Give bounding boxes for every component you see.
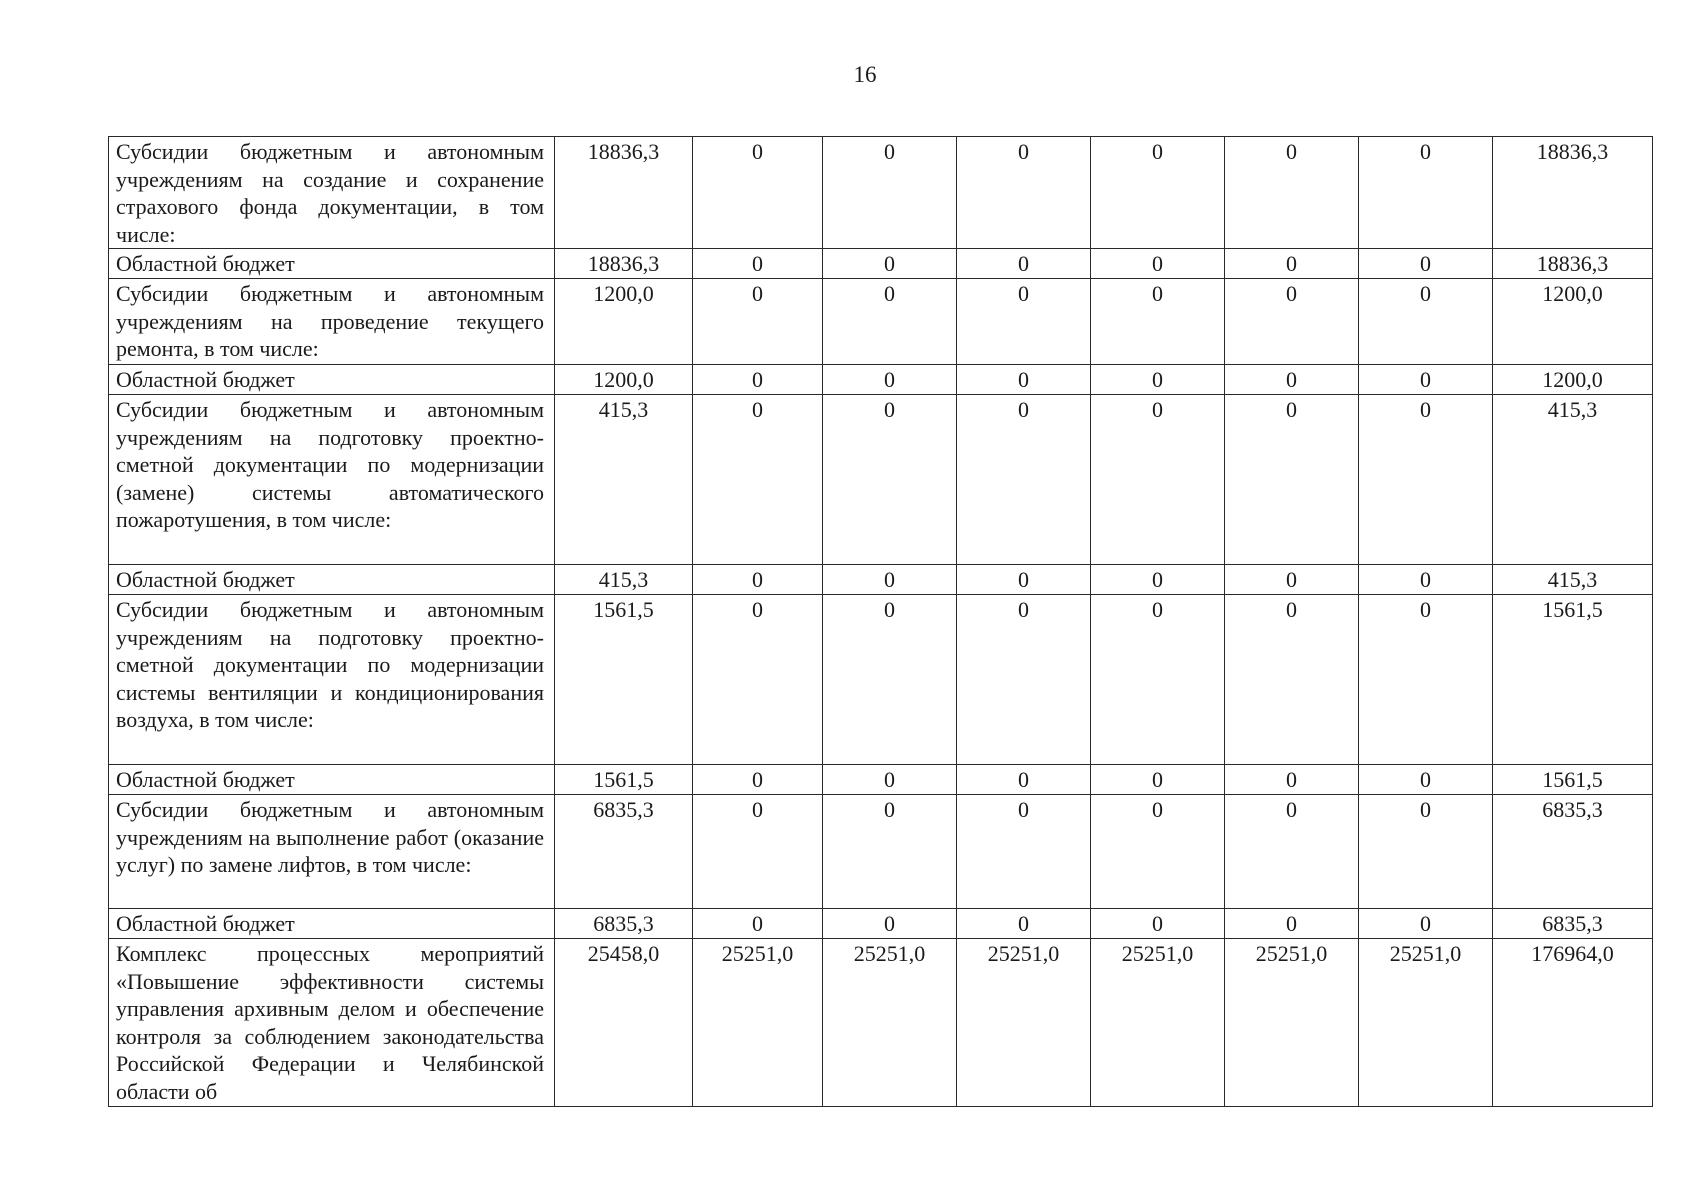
value: 0 [1286, 367, 1297, 392]
value: 0 [752, 597, 763, 622]
value: 25251,0 [721, 941, 794, 966]
table-row [109, 395, 1653, 565]
value-cell [693, 595, 823, 765]
value-cell [1359, 595, 1493, 765]
total-value: 6835,3 [1542, 911, 1603, 936]
value-cell [957, 565, 1091, 595]
row-label: Субсидии бюджетным и автономным учреждениям на подготовку проектно-сметной документации по модернизации (замене) системы автоматического пожаротушения, в том числе: [109, 395, 555, 565]
value: 1561,5 [593, 597, 654, 622]
row-label: Областной бюджет [109, 365, 555, 395]
total-value: 1200,0 [1542, 281, 1603, 306]
budget-table [108, 136, 1653, 1107]
value: 0 [884, 911, 895, 936]
value: 0 [884, 567, 895, 592]
value: 0 [1152, 281, 1163, 306]
value-cell [693, 249, 823, 279]
value: 0 [1286, 397, 1297, 422]
table-row [109, 795, 1653, 909]
value: 0 [884, 367, 895, 392]
row-label: Областной бюджет [109, 249, 555, 279]
value-cell [1225, 279, 1359, 365]
value-cell [957, 365, 1091, 395]
value-cell [693, 565, 823, 595]
value: 25251,0 [853, 941, 926, 966]
row-label: Комплекс процессных мероприятий «Повышение эффективности системы управления архивным делом и обеспечение контроля за соблюдением законодательства Российской Федерации и Челябинской области об [109, 939, 555, 1107]
value-cell [1091, 395, 1225, 565]
row-label: Субсидии бюджетным и автономным учреждениям на создание и сохранение страхового фонда документации, в том числе: [109, 137, 555, 249]
total-cell [1493, 765, 1653, 795]
value: 0 [1286, 139, 1297, 164]
value: 0 [1420, 567, 1431, 592]
total-value: 18836,3 [1536, 139, 1609, 164]
value-cell [957, 279, 1091, 365]
row-label: Субсидии бюджетным и автономным учреждениям на проведение текущего ремонта, в том числе: [109, 279, 555, 365]
value: 0 [1152, 567, 1163, 592]
value: 25458,0 [587, 941, 660, 966]
total-cell [1493, 249, 1653, 279]
total-cell [1493, 565, 1653, 595]
total-value: 1561,5 [1542, 597, 1603, 622]
value-cell [823, 249, 957, 279]
value: 0 [752, 767, 763, 792]
value-cell [1359, 279, 1493, 365]
value: 0 [1152, 911, 1163, 936]
value-cell [1091, 939, 1225, 1107]
value-cell [1359, 395, 1493, 565]
value: 0 [1018, 767, 1029, 792]
value: 0 [1286, 911, 1297, 936]
total-cell [1493, 595, 1653, 765]
value-cell [823, 365, 957, 395]
value: 0 [1420, 911, 1431, 936]
value-cell [693, 939, 823, 1107]
value: 0 [1420, 367, 1431, 392]
value: 0 [1018, 139, 1029, 164]
value-cell [693, 365, 823, 395]
row-label: Областной бюджет [109, 909, 555, 939]
value-cell [1225, 595, 1359, 765]
value-cell [1359, 365, 1493, 395]
value: 0 [884, 597, 895, 622]
table-row [109, 365, 1653, 395]
value-cell [823, 137, 957, 249]
value-cell [1091, 249, 1225, 279]
value-cell [1091, 909, 1225, 939]
total-cell [1493, 939, 1653, 1107]
value-cell [957, 939, 1091, 1107]
value-cell [555, 595, 693, 765]
value-cell [1091, 595, 1225, 765]
value: 0 [884, 797, 895, 822]
value: 0 [1420, 397, 1431, 422]
value: 0 [1286, 597, 1297, 622]
value-cell [693, 395, 823, 565]
value-cell [957, 137, 1091, 249]
value-cell [957, 795, 1091, 909]
value-cell [1091, 765, 1225, 795]
value: 0 [1152, 767, 1163, 792]
table-row [109, 565, 1653, 595]
value-cell [1225, 795, 1359, 909]
value: 0 [1018, 797, 1029, 822]
value-cell [555, 765, 693, 795]
value-cell [1225, 365, 1359, 395]
total-cell [1493, 365, 1653, 395]
table-row [109, 765, 1653, 795]
value-cell [1359, 795, 1493, 909]
value-cell [693, 279, 823, 365]
value-cell [957, 249, 1091, 279]
value: 0 [1018, 367, 1029, 392]
value-cell [1225, 395, 1359, 565]
value-cell [823, 595, 957, 765]
value: 0 [1420, 139, 1431, 164]
value: 0 [752, 797, 763, 822]
value-cell [1359, 565, 1493, 595]
table-body [109, 137, 1653, 1107]
value: 0 [1152, 597, 1163, 622]
value: 0 [1286, 251, 1297, 276]
table-row [109, 939, 1653, 1107]
value-cell [555, 395, 693, 565]
value: 1561,5 [593, 767, 654, 792]
value: 25251,0 [1255, 941, 1328, 966]
value: 0 [1286, 797, 1297, 822]
value-cell [1091, 565, 1225, 595]
value-cell [957, 765, 1091, 795]
value-cell [1091, 279, 1225, 365]
value: 0 [1420, 797, 1431, 822]
value-cell [823, 795, 957, 909]
table-row [109, 249, 1653, 279]
value: 25251,0 [987, 941, 1060, 966]
value-cell [555, 939, 693, 1107]
value-cell [555, 137, 693, 249]
value: 1200,0 [593, 367, 654, 392]
value: 0 [1286, 281, 1297, 306]
value-cell [957, 909, 1091, 939]
total-value: 18836,3 [1536, 251, 1609, 276]
value-cell [823, 909, 957, 939]
value-cell [555, 909, 693, 939]
value-cell [823, 395, 957, 565]
value-cell [1359, 939, 1493, 1107]
value: 0 [884, 767, 895, 792]
value: 0 [752, 281, 763, 306]
row-label: Субсидии бюджетным и автономным учреждениям на подготовку проектно-сметной документации по модернизации системы вентиляции и кондиционирования воздуха, в том числе: [109, 595, 555, 765]
row-label: Областной бюджет [109, 565, 555, 595]
value: 0 [752, 251, 763, 276]
value-cell [1225, 909, 1359, 939]
page-number: 16 [853, 62, 877, 87]
total-value: 1200,0 [1542, 367, 1603, 392]
value-cell [555, 795, 693, 909]
value: 0 [1152, 797, 1163, 822]
value-cell [555, 249, 693, 279]
value: 6835,3 [593, 911, 654, 936]
value-cell [1359, 765, 1493, 795]
value: 0 [884, 281, 895, 306]
value-cell [1225, 765, 1359, 795]
value-cell [693, 795, 823, 909]
total-value: 6835,3 [1542, 797, 1603, 822]
value: 18836,3 [587, 251, 660, 276]
row-label: Областной бюджет [109, 765, 555, 795]
value: 0 [752, 367, 763, 392]
value-cell [1359, 137, 1493, 249]
value: 0 [1018, 251, 1029, 276]
value-cell [693, 909, 823, 939]
value-cell [823, 765, 957, 795]
value: 0 [1018, 567, 1029, 592]
row-label: Субсидии бюджетным и автономным учреждениям на выполнение работ (оказание услуг) по замене лифтов, в том числе: [109, 795, 555, 909]
value-cell [693, 137, 823, 249]
value: 0 [1018, 911, 1029, 936]
value: 0 [752, 911, 763, 936]
value: 0 [752, 139, 763, 164]
value: 0 [884, 397, 895, 422]
total-value: 415,3 [1547, 397, 1598, 422]
value: 415,3 [598, 397, 649, 422]
value: 0 [1152, 397, 1163, 422]
total-value: 176964,0 [1531, 941, 1614, 966]
value: 0 [884, 251, 895, 276]
value: 0 [1286, 567, 1297, 592]
value: 0 [1420, 597, 1431, 622]
value: 0 [752, 567, 763, 592]
value: 6835,3 [593, 797, 654, 822]
value: 0 [1018, 597, 1029, 622]
value-cell [1225, 249, 1359, 279]
value: 0 [1018, 397, 1029, 422]
total-cell [1493, 909, 1653, 939]
value-cell [1359, 909, 1493, 939]
value: 0 [1018, 281, 1029, 306]
value-cell [555, 365, 693, 395]
value-cell [823, 279, 957, 365]
value: 0 [1152, 139, 1163, 164]
total-cell [1493, 279, 1653, 365]
value: 1200,0 [593, 281, 654, 306]
value: 0 [1152, 367, 1163, 392]
table-row [109, 137, 1653, 249]
value-cell [957, 395, 1091, 565]
table-row [109, 595, 1653, 765]
value-cell [1091, 137, 1225, 249]
value: 0 [1420, 767, 1431, 792]
value-cell [1225, 565, 1359, 595]
value: 0 [1152, 251, 1163, 276]
total-value: 415,3 [1547, 567, 1598, 592]
value-cell [555, 279, 693, 365]
value-cell [555, 565, 693, 595]
value: 0 [884, 139, 895, 164]
value-cell [957, 595, 1091, 765]
total-cell [1493, 395, 1653, 565]
value: 25251,0 [1389, 941, 1462, 966]
value: 18836,3 [587, 139, 660, 164]
value-cell [823, 939, 957, 1107]
total-cell [1493, 795, 1653, 909]
value-cell [823, 565, 957, 595]
total-cell [1493, 137, 1653, 249]
value: 0 [1420, 251, 1431, 276]
total-value: 1561,5 [1542, 767, 1603, 792]
value: 25251,0 [1121, 941, 1194, 966]
value-cell [1091, 365, 1225, 395]
value: 0 [752, 397, 763, 422]
value-cell [1359, 249, 1493, 279]
value: 415,3 [598, 567, 649, 592]
value-cell [1225, 939, 1359, 1107]
table-row [109, 279, 1653, 365]
value: 0 [1420, 281, 1431, 306]
table-row [109, 909, 1653, 939]
value: 0 [1286, 767, 1297, 792]
value-cell [1091, 795, 1225, 909]
value-cell [693, 765, 823, 795]
value-cell [1225, 137, 1359, 249]
